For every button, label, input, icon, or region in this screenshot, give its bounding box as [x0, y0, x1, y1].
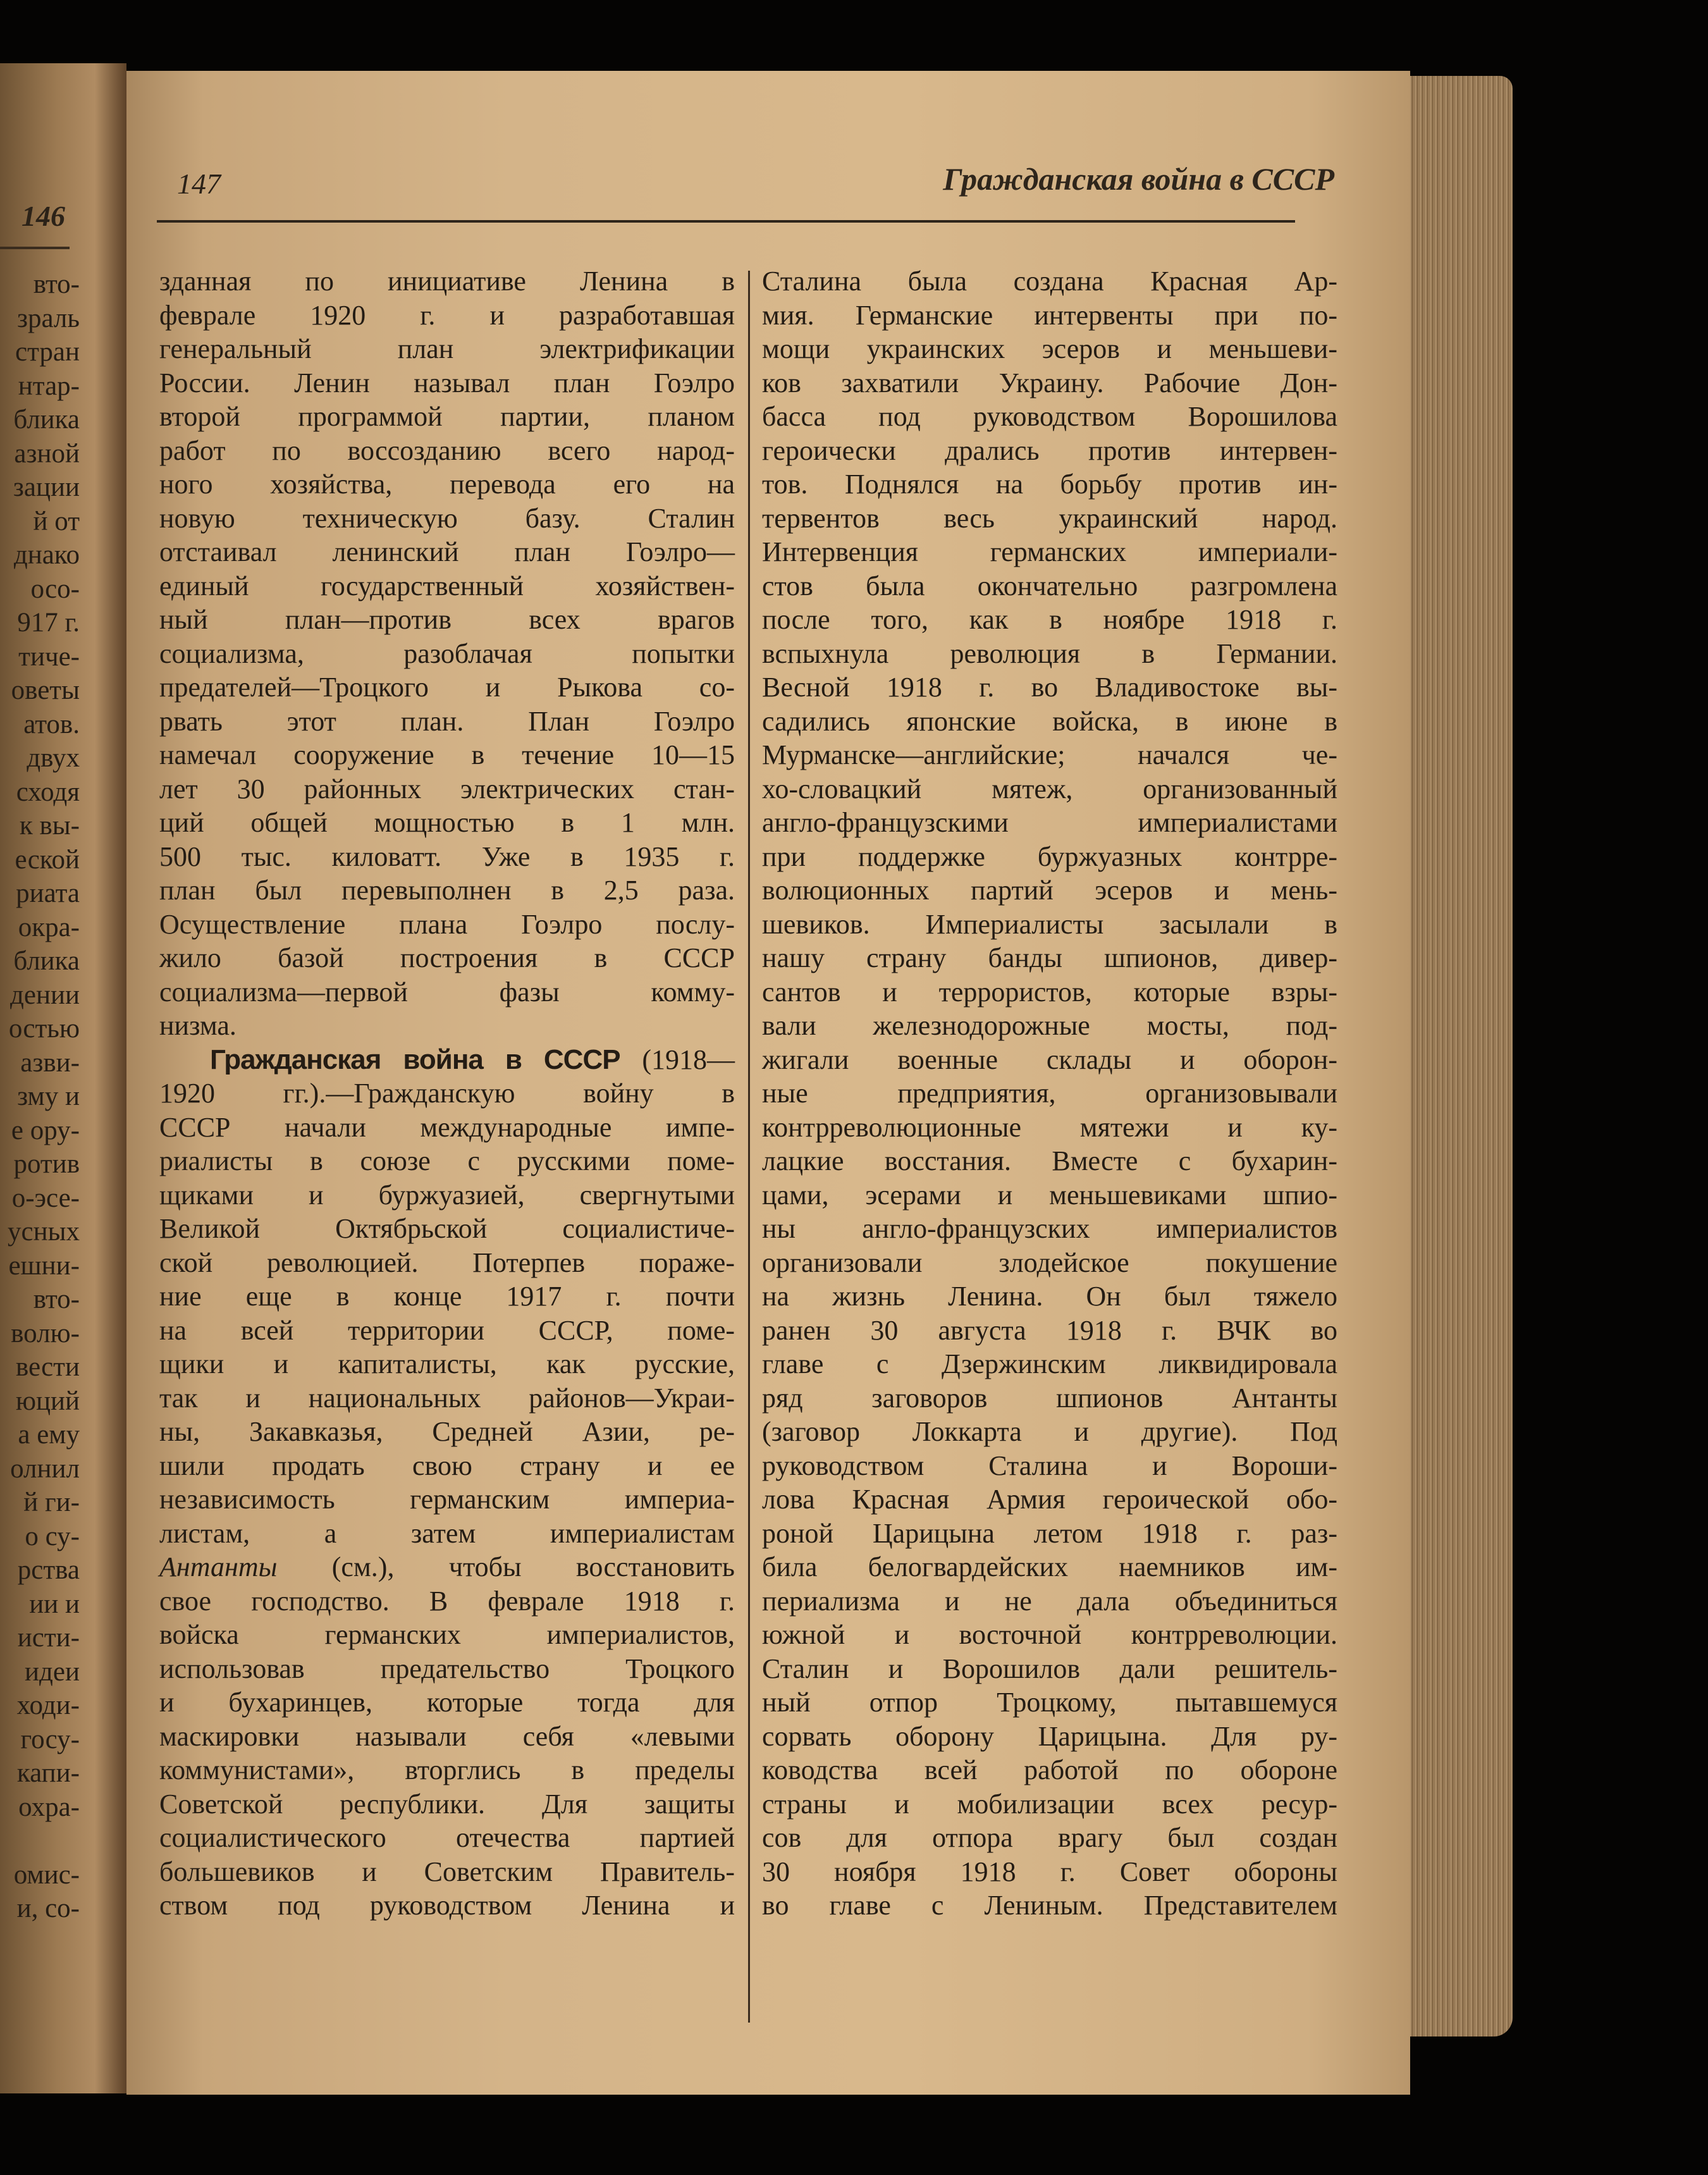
facing-page-line: рства — [17, 1555, 80, 1585]
facing-page-line: еской — [15, 844, 80, 875]
text-line: ряд заговоров шпионов Антанты — [762, 1382, 1337, 1414]
facing-page-line: блика — [13, 405, 80, 434]
text-line: ный план—против всех врагов — [159, 604, 735, 635]
text-line: новую техническую базу. Сталин — [159, 502, 735, 534]
facing-page-line: вто- — [33, 1285, 80, 1314]
text-line: басса под руководством Ворошилова — [762, 401, 1337, 432]
facing-page-line: нтар- — [18, 371, 80, 401]
text-line: била белогвардейских наемников им- — [762, 1551, 1337, 1582]
text-line: и бухаринцев, которые тогда для — [159, 1687, 735, 1718]
text-line: шили продать свою страну и ее — [159, 1450, 735, 1481]
text-line: южной и восточной контрреволюции. — [762, 1619, 1337, 1650]
facing-page-line: омис- — [13, 1859, 80, 1890]
text-line: отстаивал ленинский план Гоэлро— — [159, 536, 735, 567]
text-line: так и национальных районов—Украи- — [159, 1382, 735, 1414]
text-line: на всей территории СССР, поме- — [159, 1314, 735, 1346]
cross-reference: Антанты — [159, 1551, 278, 1582]
article-heading: Гражданская война в СССР — [210, 1044, 620, 1075]
text-line: хо-словацкий мятеж, организованный — [762, 773, 1337, 804]
facing-page-line: двух — [27, 743, 80, 773]
facing-page-line: зации — [13, 472, 80, 502]
text-line: цами, эсерами и меньшевиками шпио- — [762, 1179, 1337, 1211]
facing-page-line: е ору- — [11, 1115, 80, 1145]
text-line: на жизнь Ленина. Он был тяжело — [762, 1281, 1337, 1312]
text-line: использовав предательство Троцкого — [159, 1653, 735, 1684]
text-line: щики и капиталисты, как русские, — [159, 1348, 735, 1379]
text-line: листам, а затем империалистам — [159, 1517, 735, 1549]
column-divider — [748, 271, 750, 2023]
text-line: Великой Октябрьской социалистиче- — [159, 1213, 735, 1244]
facing-page-line: ходи- — [16, 1691, 80, 1720]
facing-page-line: остью — [8, 1014, 80, 1044]
facing-page-line: вто- — [33, 269, 80, 299]
text-line: мощи украинских эсеров и меньшеви- — [762, 333, 1337, 364]
facing-page-line: юций — [15, 1386, 80, 1416]
text-line: социалистического отечества партией — [159, 1822, 735, 1853]
page-number: 147 — [177, 168, 221, 200]
text-fragment: (см.), чтобы восстановить — [277, 1551, 735, 1582]
facing-page-line: охра- — [18, 1792, 80, 1822]
text-line: Осуществление плана Гоэлро послу- — [159, 908, 735, 940]
text-line: ние еще в конце 1917 г. почти — [159, 1281, 735, 1312]
facing-page-line: а ему — [18, 1420, 80, 1450]
text-line: организовали злодейское покушение — [762, 1247, 1337, 1278]
text-line: (заговор Локкарта и другие). Под — [762, 1416, 1337, 1447]
text-line: сорвать оборону Царицына. Для ру- — [762, 1720, 1337, 1752]
facing-page-line: капи- — [16, 1758, 80, 1788]
article-heading-dates: (1918— — [620, 1044, 735, 1075]
text-line: ранен 30 августа 1918 г. ВЧК во — [762, 1314, 1337, 1346]
text-line: социализма, разоблачая попытки — [159, 638, 735, 669]
text-line: ций общей мощностью в 1 млн. — [159, 807, 735, 838]
text-line: Советской республики. Для защиты — [159, 1788, 735, 1820]
text-line: шевиков. Империалисты засылали в — [762, 908, 1337, 940]
facing-page-line: ротив — [13, 1149, 80, 1179]
text-line: зданная по инициативе Ленина в — [159, 266, 735, 297]
facing-page-line: ии и — [29, 1589, 80, 1619]
text-line: щиками и буржуазией, свергнутыми — [159, 1179, 735, 1211]
text-line: Мурманске—английские; начался че- — [762, 739, 1337, 770]
text-line: ской революцией. Потерпев пораже- — [159, 1247, 735, 1278]
facing-page-line: усных — [8, 1217, 80, 1247]
text-line: главе с Дзержинским ликвидировала — [762, 1348, 1337, 1379]
text-line: во главе с Лениным. Представителем — [762, 1890, 1337, 1921]
text-line: героически дрались против интервен- — [762, 434, 1337, 466]
text-line: ны, Закавказья, Средней Азии, ре- — [159, 1416, 735, 1447]
facing-page-line: тиче- — [18, 641, 80, 672]
text-line: СССР начали международные импе- — [159, 1111, 735, 1143]
text-line: ков захватили Украину. Рабочие Дон- — [762, 367, 1337, 398]
text-line: Весной 1918 г. во Владивостоке вы- — [762, 672, 1337, 703]
running-head-title: Гражданская война в СССР — [943, 161, 1334, 197]
text-line: социализма—первой фазы комму- — [159, 976, 735, 1007]
facing-page-line: атов. — [23, 709, 80, 739]
text-line: лацкие восстания. Вместе с бухарин- — [762, 1145, 1337, 1176]
text-line: мия. Германские интервенты при по- — [762, 299, 1337, 331]
right-text-column — [762, 264, 1337, 1923]
text-line: России. Ленин называл план Гоэлро — [159, 367, 735, 398]
text-line: жило базой построения в СССР — [159, 942, 735, 973]
text-line: нашу страну банды шпионов, дивер- — [762, 942, 1337, 973]
facing-page-line: й от — [33, 506, 80, 536]
facing-page-line: окра- — [18, 912, 80, 942]
facing-page-line: о су- — [25, 1521, 80, 1551]
facing-page-line: госу- — [20, 1724, 80, 1754]
text-line: Сталин и Ворошилов дали решитель- — [762, 1653, 1337, 1684]
text-line: волюционных партий эсеров и мень- — [762, 875, 1337, 906]
text-line: при поддержке буржуазных контрре- — [762, 841, 1337, 872]
text-line: феврале 1920 г. и разработавшая — [159, 299, 735, 331]
text-line: рвать этот план. План Гоэлро — [159, 705, 735, 737]
text-line: тов. Поднялся на борьбу против ин- — [762, 469, 1337, 500]
text-line: маскировки называли себя «левыми — [159, 1720, 735, 1752]
text-line: 500 тыс. киловатт. Уже в 1935 г. — [159, 841, 735, 872]
facing-page-line: риата — [16, 878, 80, 908]
text-line: тервентов весь украинский народ. — [762, 502, 1337, 534]
text-line: низма. — [159, 1010, 237, 1041]
text-line: генеральный план электрификации — [159, 333, 735, 364]
text-line: англо-французскими империалистами — [762, 807, 1337, 838]
facing-page-line: стран — [15, 337, 80, 367]
text-line: ководства всей работой по обороне — [762, 1754, 1337, 1785]
facing-page-line: исти- — [17, 1623, 80, 1653]
text-line: контрреволюционные мятежи и ку- — [762, 1111, 1337, 1143]
text-line: Сталина была создана Красная Ар- — [762, 266, 1337, 297]
text-line: сантов и террористов, которые взры- — [762, 976, 1337, 1007]
text-line: войска германских империалистов, — [159, 1619, 735, 1650]
text-line: предателей—Троцкого и Рыкова со- — [159, 672, 735, 703]
facing-page-line: осо- — [30, 574, 80, 604]
facing-page-line: 917 г. — [17, 608, 80, 638]
facing-page-line: волю- — [11, 1318, 80, 1348]
facing-page-number: 146 — [22, 200, 65, 232]
facing-page-line: о-эсе- — [11, 1183, 80, 1213]
text-line: свое господство. В феврале 1918 г. — [159, 1585, 735, 1617]
text-line: страны и мобилизации всех ресур- — [762, 1788, 1337, 1820]
text-line: периализма и не дала объединиться — [762, 1585, 1337, 1617]
text-line: роной Царицына летом 1918 г. раз- — [762, 1517, 1337, 1549]
facing-page-line: дении — [10, 980, 80, 1010]
text-line: коммунистами», вторглись в пределы — [159, 1754, 735, 1785]
text-line: ный отпор Троцкому, пытавшемуся — [762, 1687, 1337, 1718]
text-line: садились японские войска, в июне в — [762, 705, 1337, 737]
text-line: Интервенция германских империали- — [762, 536, 1337, 567]
text-line: вали железнодорожные мосты, под- — [762, 1010, 1337, 1041]
facing-page-rule — [0, 247, 70, 249]
facing-page-line: блика — [13, 946, 80, 976]
text-line: сов для отпора врагу был создан — [762, 1822, 1337, 1853]
facing-page-line: и, со- — [16, 1894, 80, 1923]
facing-page-line: зраль — [16, 303, 80, 333]
text-line: работ по воссозданию всего народ- — [159, 434, 735, 466]
text-line: ного хозяйства, перевода его на — [159, 469, 735, 500]
text-line: намечал сооружение в течение 10—15 — [159, 739, 735, 770]
text-line: лет 30 районных электрических стан- — [159, 773, 735, 804]
text-line: лова Красная Армия героической обо- — [762, 1484, 1337, 1515]
text-line: стов была окончательно разгромлена — [762, 570, 1337, 601]
text-line: риалисты в союзе с русскими поме- — [159, 1145, 735, 1176]
text-line: ны англо-французских империалистов — [762, 1213, 1337, 1244]
text-line: независимость германским империа- — [159, 1484, 735, 1515]
facing-page-line: вести — [15, 1352, 80, 1382]
text-line: 30 ноября 1918 г. Совет обороны — [762, 1856, 1337, 1887]
text-line: единый государственный хозяйствен- — [159, 570, 735, 601]
left-text-column — [159, 264, 735, 1923]
text-line: вспыхнула революция в Германии. — [762, 638, 1337, 669]
facing-page-line: оветы — [11, 675, 80, 705]
text-line: план был перевыполнен в 2,5 раза. — [159, 875, 735, 906]
text-line: жигали военные склады и оборон- — [762, 1044, 1337, 1075]
facing-page-line: ешни- — [8, 1250, 80, 1281]
facing-page-edge — [0, 63, 126, 2093]
facing-page-line: идеи — [25, 1656, 80, 1687]
running-head — [149, 161, 1353, 210]
book-page — [126, 71, 1410, 2095]
header-rule — [157, 220, 1295, 223]
text-line: ные предприятия, организовывали — [762, 1078, 1337, 1109]
facing-page-line: сходя — [16, 777, 80, 807]
text-line: после того, как в ноябре 1918 г. — [762, 604, 1337, 635]
facing-page-line: азви- — [20, 1047, 80, 1078]
facing-page-line: днако — [13, 540, 80, 570]
facing-page-line: й ги- — [23, 1488, 80, 1517]
text-line: большевиков и Советским Правитель- — [159, 1856, 735, 1887]
text-line: второй программой партии, планом — [159, 401, 735, 432]
facing-page-line: олнил — [10, 1453, 80, 1484]
page-block-edges — [1399, 76, 1513, 2036]
facing-page-line: зму и — [17, 1081, 80, 1111]
text-line: руководством Сталина и Вороши- — [762, 1450, 1337, 1481]
facing-page-line: азной — [14, 438, 80, 469]
text-line: 1920 гг.).—Гражданскую войну в — [159, 1078, 735, 1109]
article-heading-line — [159, 1043, 735, 1077]
facing-page-line: к вы- — [19, 811, 80, 841]
text-line — [159, 1550, 735, 1584]
text-line: ством под руководством Ленина и — [159, 1890, 735, 1921]
